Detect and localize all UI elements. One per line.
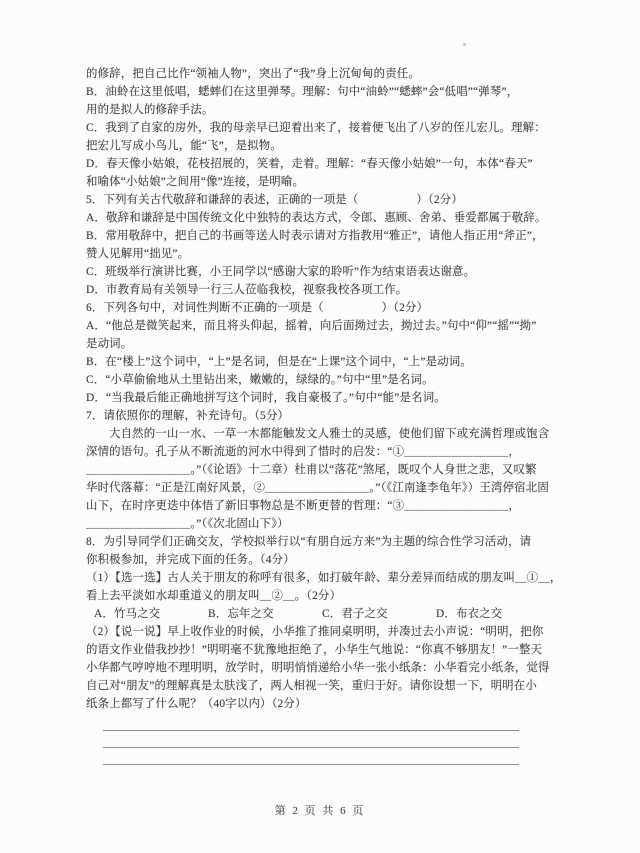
text-line: 8．为引导同学们正确交友，学校拟举行以“有朋自远方来”为主题的综合性学习活动，请 — [86, 536, 532, 548]
answer-lines-block — [103, 714, 519, 765]
choice-option: D．布衣之交 — [436, 608, 503, 620]
scan-artifact-dot — [463, 43, 466, 46]
text-line: 大自然的一山一水、一草一木都能触发文人雅士的灵感，使他们留下或充满哲理或饱含 — [109, 428, 550, 440]
options-row — [86, 605, 556, 623]
text-line: 把宏儿写成小鸟儿，能“飞”，是拟物。 — [86, 140, 282, 152]
page-footer — [0, 802, 640, 818]
text-line: 你积极参加，并完成下面的任务。（4分） — [86, 554, 295, 566]
answer-blank-line — [103, 731, 519, 748]
text-line: B．常用敬辞中，把自己的书画等送人时表示请对方指教用“雅正”，请他人指正用“斧正”， — [86, 230, 544, 242]
exam-body-text — [86, 65, 562, 713]
text-line: 小华都气哼哼地不理明明，放学时，明明悄悄递给小华一张小纸条：小华看完小纸条，觉得 — [86, 662, 550, 674]
answer-blank-line — [103, 748, 519, 765]
text-line: 用的是拟人的修辞手法。 — [86, 104, 214, 116]
text-line: C．我到了自家的房外，我的母亲早已迎着出来了，接着便飞出了八岁的侄儿宏儿。理解： — [86, 122, 546, 134]
text-line: 看上去平淡如水却重道义的朋友叫＿②＿。（2分） — [86, 590, 342, 602]
text-line: 6．下列各句中，对词性判断不正确的一项是（ ）（2分） — [86, 302, 429, 314]
text-line: 山下，在时序更迭中体悟了新旧事物总是不断更替的哲理：“③＿＿＿＿＿＿＿＿＿， — [86, 500, 521, 512]
text-line: D．春天像小姑娘，花枝招展的，笑着，走着。理解：“春天像小姑娘”一句，本体“春天” — [86, 158, 533, 170]
text-line: 5．下列有关古代敬辞和谦辞的表述，正确的一项是（ ）（2分） — [86, 194, 463, 206]
page-number-text: 第 2 页 共 6 页 — [274, 805, 366, 817]
text-line: 自己对“朋友”的理解真是太肤浅了，两人相视一笑，重归于好。请你设想一下，明明在小 — [86, 680, 537, 692]
choice-option: B．忘年之交 — [208, 608, 274, 620]
text-line: 纸条上都写了什么呢？（40字以内）（2分） — [86, 698, 307, 710]
text-line: A．“他总是微笑起来，而且将头仰起，摇着，向后面拗过去，拗过去。”句中“仰”“摇”“拗” — [86, 320, 537, 332]
text-line: 深情的语句。孔子从不断流逝的河水中得到了惜时的启发：“①＿＿＿＿＿＿＿＿＿， — [86, 446, 521, 458]
answer-blank-line — [103, 714, 519, 731]
text-line: D．市教育局有关领导一行三人莅临我校，视察我校各项工作。 — [86, 284, 408, 296]
text-line: ＿＿＿＿＿＿＿＿＿。”（《次北固山下》） — [86, 518, 289, 530]
text-line: 是动词。 — [86, 338, 133, 350]
text-line: 的修辞，把自己比作“领袖人物”，突出了“我”身上沉甸甸的责任。 — [86, 68, 420, 80]
choice-option: A．竹马之交 — [94, 608, 161, 620]
text-line: 7．请依照你的理解，补充诗句。（5分） — [86, 410, 290, 422]
text-line: 的语文作业借我抄抄！”明明毫不犹豫地拒绝了，小华生气地说：“你真不够朋友！”一整天 — [86, 644, 543, 656]
text-line: D．“当我最后能正确地拼写这个词时，我自豪极了。”句中“能”是名词。 — [86, 392, 446, 404]
text-line: （2）【说一说】早上收作业的时候，小华推了推同桌明明，并凑过去小声说：“明明，把你 — [86, 626, 544, 638]
text-line: A．敬辞和谦辞是中国传统文化中独特的表达方式，令郎、惠顾、舍弟、垂爱都属于敬辞。 — [86, 212, 547, 224]
text-line: C．班级举行演讲比赛，小王同学以“感谢大家的聆听”作为结束语表达谢意。 — [86, 266, 476, 278]
text-line: ＿＿＿＿＿＿＿＿＿。”（《论语》十二章）杜甫以“落花”煞尾，既叹个人身世之悲，又叹繁 — [86, 464, 537, 476]
text-line: 和喻体“小姑娘”之间用“像”连接，是明喻。 — [86, 176, 305, 188]
text-line: （1）【选一选】古人关于朋友的称呼有很多，如打破年龄、辈分差异而结成的朋友叫＿①＿， — [86, 572, 562, 584]
text-line: B．在“楼上”这个词中，“上”是名词，但是在“上课”这个词中，“上”是动词。 — [86, 356, 472, 368]
text-line: 华时代落幕：“正是江南好风景，②＿＿＿＿＿＿＿＿＿。”（《江南逢李龟年》）王湾停宿北固 — [86, 482, 549, 494]
text-line: C．“小草偷偷地从土里钻出来，嫩嫩的，绿绿的。”句中“里”是名词。 — [86, 374, 434, 386]
choice-option: C．君子之交 — [322, 608, 388, 620]
text-line: 赞人见解用“拙见”。 — [86, 248, 190, 260]
text-line: B．油蛉在这里低唱，蟋蟀们在这里弹琴。理解：句中“油蛉”“蟋蟀”会“低唱”“弹琴”， — [86, 86, 519, 98]
